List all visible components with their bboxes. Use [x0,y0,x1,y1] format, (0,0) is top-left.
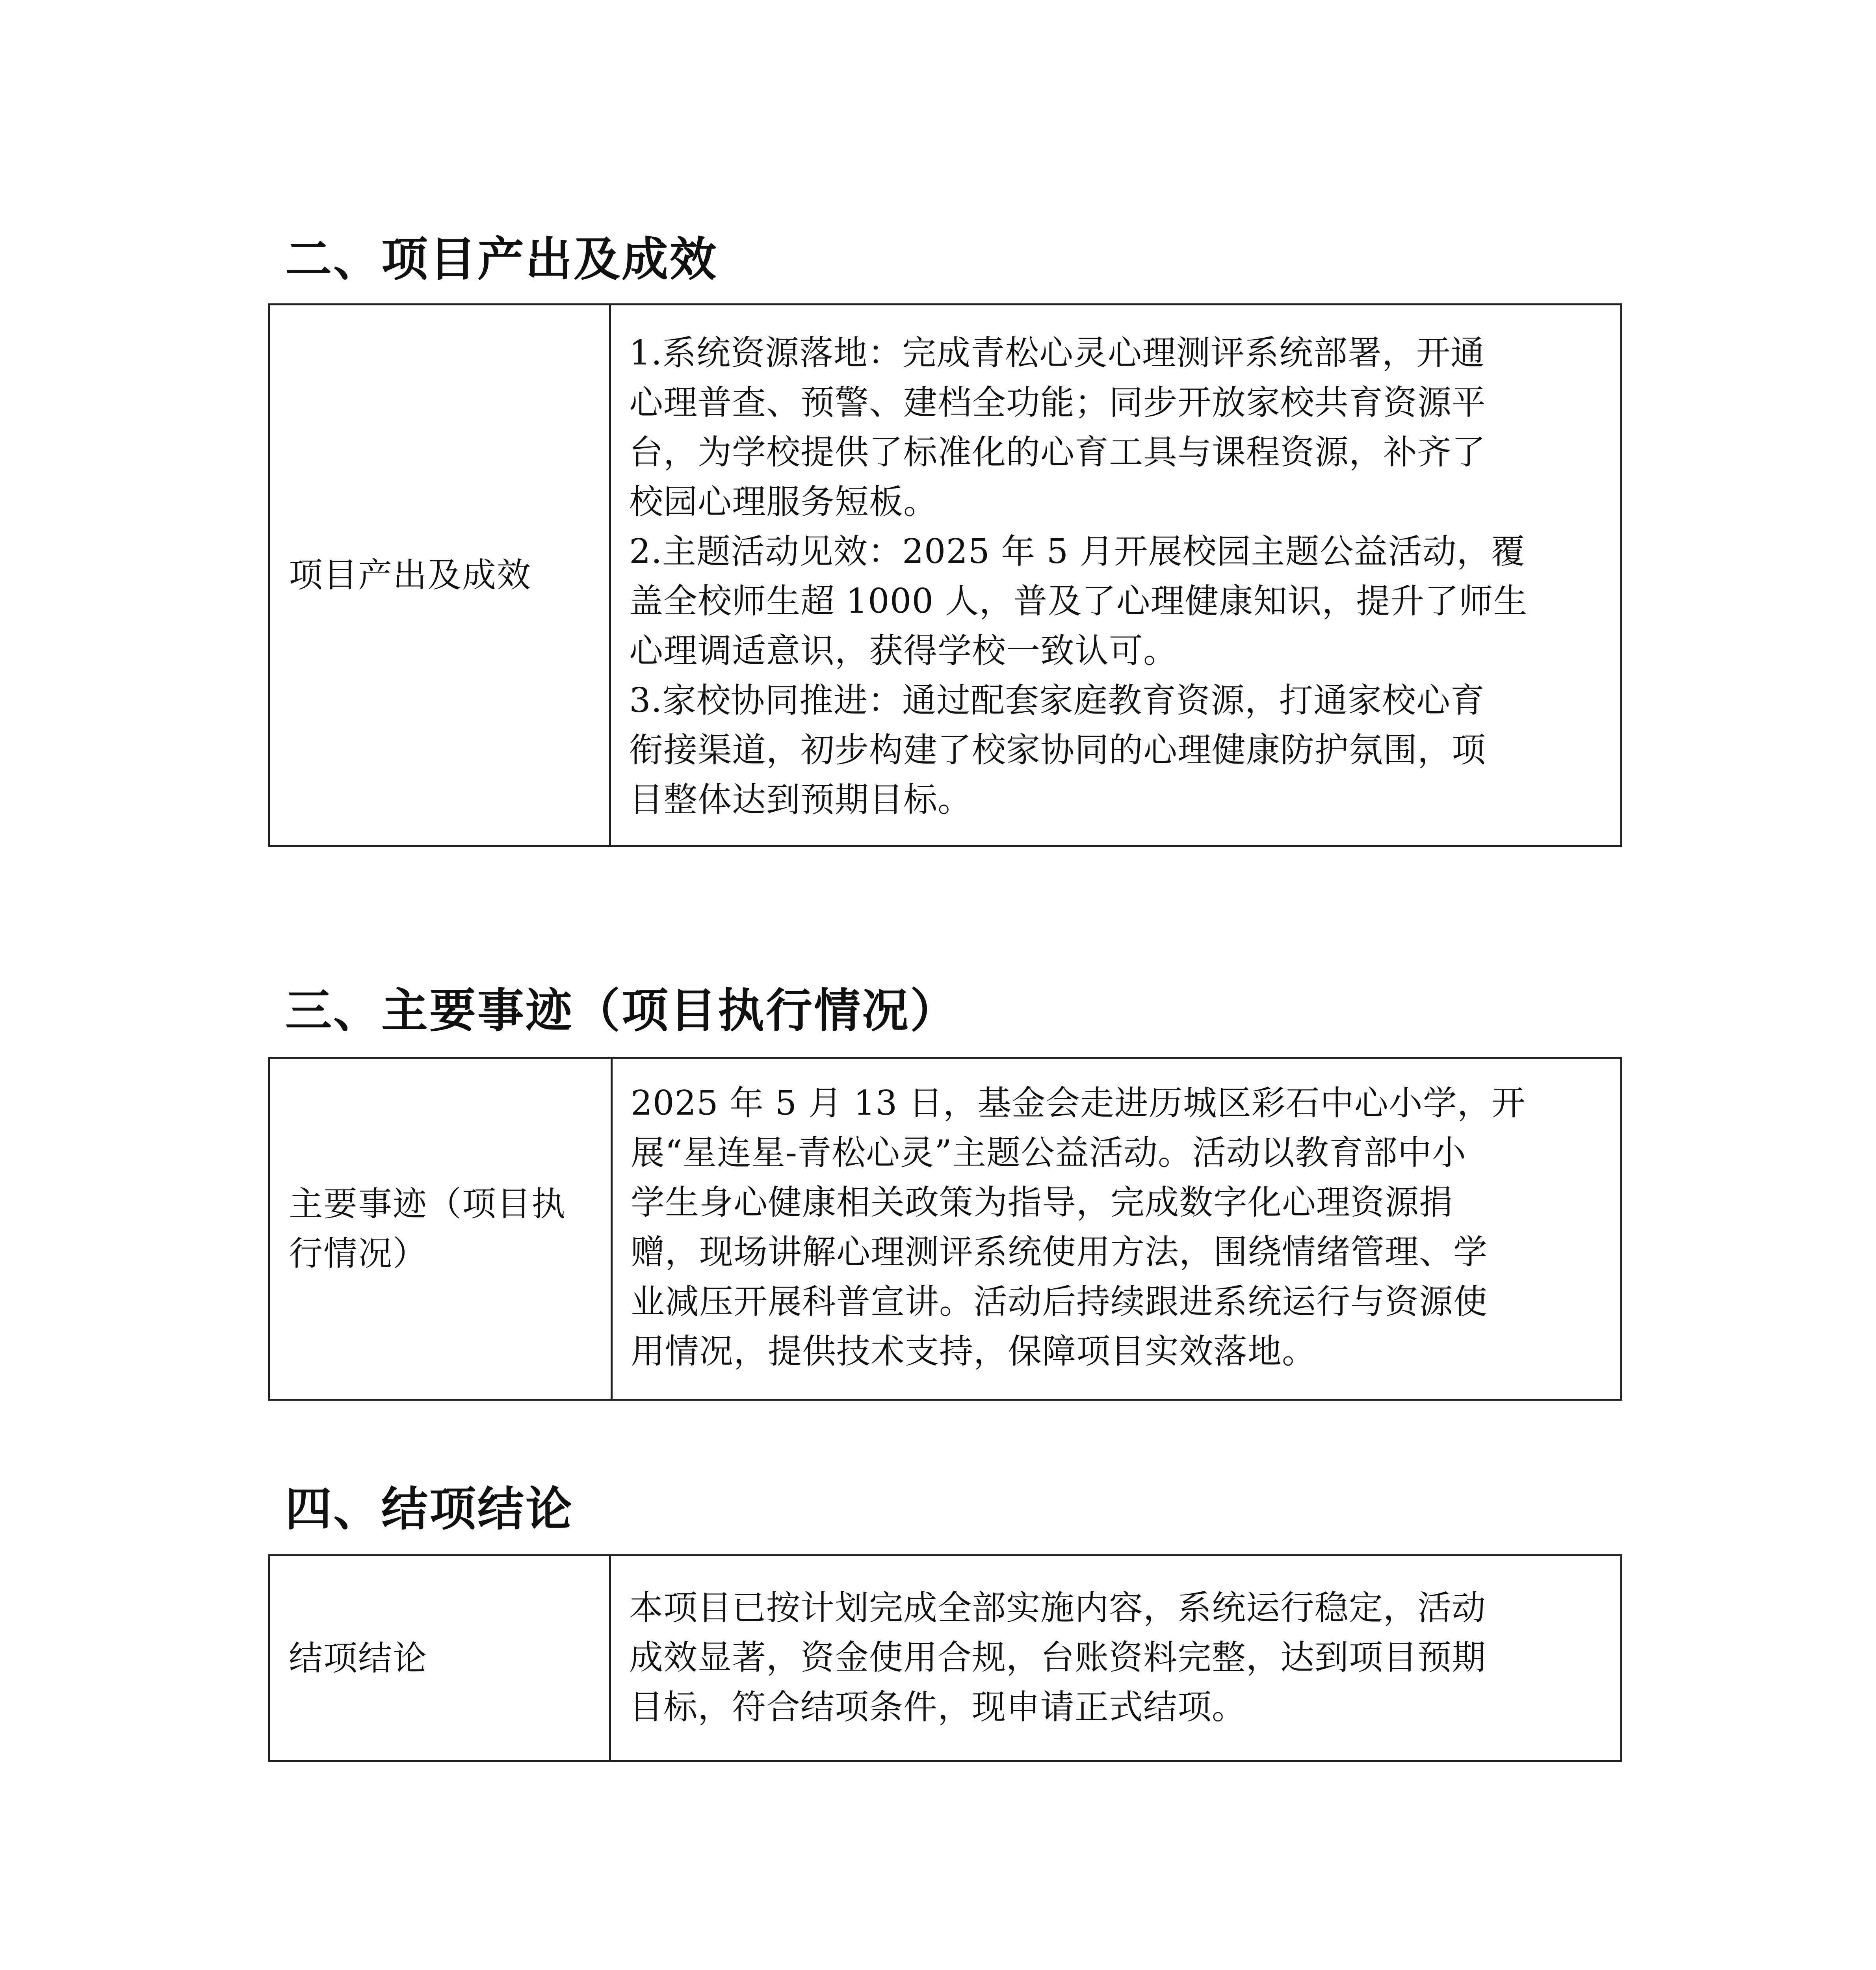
activities-line: 赠，现场讲解心理测评系统使用方法，围绕情绪管理、学 [631,1232,1488,1272]
conclusion-line: 本项目已按计划完成全部实施内容，系统运行稳定，活动 [629,1588,1486,1628]
outputs-content-cell [611,305,1620,845]
section-heading-conclusion: 四、结项结论 [285,1482,574,1536]
activities-content-cell [613,1059,1620,1399]
outputs-line: 2.主题活动见效：2025 年 5 月开展校园主题公益活动，覆 [629,532,1525,571]
conclusion-label: 结项结论 [289,1638,427,1678]
outputs-line: 3.家校协同推进：通过配套家庭教育资源，打通家校心育 [629,681,1485,720]
section-heading-outputs: 二、项目产出及成效 [285,232,718,286]
conclusion-line: 目标，符合结项条件，现申请正式结项。 [629,1688,1246,1727]
outputs-label-cell [270,305,611,845]
activities-label-line: 行情况） [289,1234,427,1273]
activities-label-cell [270,1059,613,1399]
section-heading-activities: 三、主要事迹（项目执行情况） [285,983,958,1038]
outputs-line: 目整体达到预期目标。 [629,780,972,820]
outputs-line: 台，为学校提供了标准化的心育工具与课程资源，补齐了 [629,433,1486,472]
outputs-line: 心理普查、预警、建档全功能；同步开放家校共育资源平 [629,383,1486,422]
activities-label [289,1179,566,1279]
conclusion-label-cell [270,1556,611,1760]
outputs-line: 心理调适意识，获得学校一致认可。 [629,631,1178,671]
outputs-table [268,303,1622,847]
activities-line: 学生身心健康相关政策为指导，完成数字化心理资源捐 [631,1183,1453,1222]
outputs-label: 项目产出及成效 [289,556,531,595]
conclusion-line: 成效显著，资金使用合规，台账资料完整，达到项目预期 [629,1638,1486,1677]
activities-line: 2025 年 5 月 13 日，基金会走进历城区彩石中心小学，开 [631,1084,1526,1123]
outputs-line: 衔接渠道，初步构建了校家协同的心理健康防护氛围，项 [629,730,1486,770]
activities-line: 展“星连星-青松心灵”主题公益活动。活动以教育部中小 [631,1133,1466,1173]
outputs-line: 校园心理服务短板。 [629,482,938,522]
activities-line: 用情况，提供技术支持，保障项目实效落地。 [631,1332,1316,1371]
outputs-line: 1.系统资源落地：完成青松心灵心理测评系统部署，开通 [629,333,1485,373]
activities-table [268,1057,1622,1401]
conclusion-table [268,1554,1622,1762]
outputs-line: 盖全校师生超 1000 人，普及了心理健康知识，提升了师生 [629,582,1528,621]
activities-label-line: 主要事迹（项目执 [289,1184,566,1224]
activities-line: 业减压开展科普宣讲。活动后持续跟进系统运行与资源使 [631,1282,1488,1321]
conclusion-content-cell [611,1556,1620,1760]
